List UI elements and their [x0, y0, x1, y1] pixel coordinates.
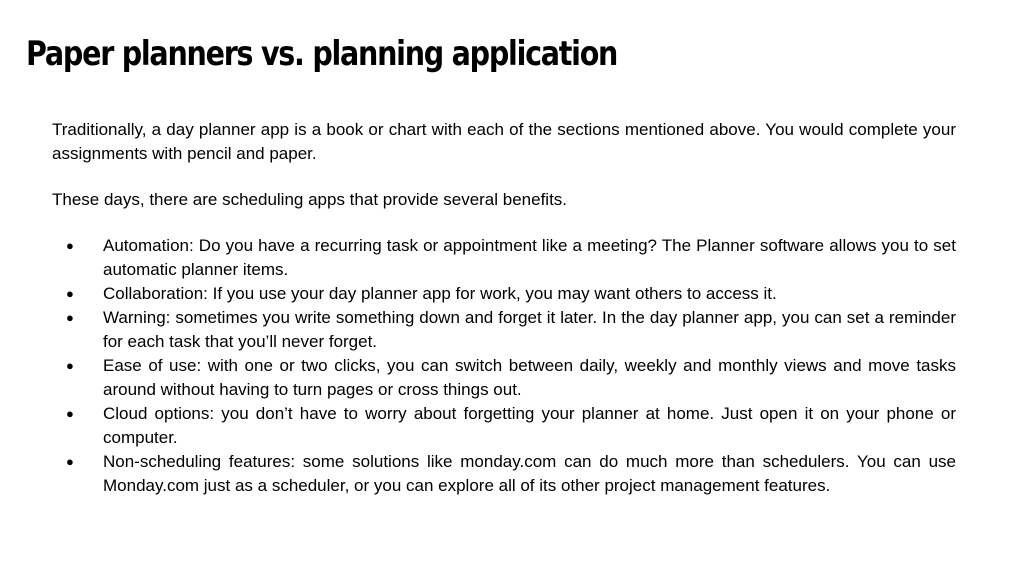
list-item-text: Cloud options: you don’t have to worry about forgetting your planner at home. Just open it on your phone or computer. [103, 404, 956, 447]
list-item-text: Ease of use: with one or two clicks, you can switch between daily, weekly and monthly views and move tasks around without having to turn pages or cross things out. [103, 356, 956, 399]
list-item-text: Collaboration: If you use your day planner app for work, you may want others to access it. [103, 284, 777, 303]
bullet-icon: ● [66, 286, 74, 301]
bullet-icon: ● [66, 406, 74, 421]
list-item-text: Warning: sometimes you write something down and forget it later. In the day planner app, you can set a reminder for each task that you’ll never forget. [103, 308, 956, 351]
spacer [52, 212, 956, 234]
bullet-icon: ● [66, 454, 74, 469]
list-item [52, 234, 956, 282]
intro-paragraph: Traditionally, a day planner app is a book or chart with each of the sections mentioned above. You would complete your assignments with pencil and paper. [52, 120, 956, 163]
slide-title: Paper planners vs. planning application [26, 34, 618, 74]
bullet-icon: ● [66, 358, 74, 373]
list-item [52, 402, 956, 450]
list-item [52, 450, 956, 498]
list-item-text: Non-scheduling features: some solutions like monday.com can do much more than schedulers. You can use Monday.com just as a scheduler, or you can explore all of its other project management features. [103, 452, 956, 495]
bullet-icon: ● [66, 238, 74, 253]
slide-body [52, 118, 956, 498]
list-item [52, 282, 956, 306]
spacer [52, 166, 956, 188]
list-item-text: Automation: Do you have a recurring task or appointment like a meeting? The Planner software allows you to set automatic planner items. [103, 236, 956, 279]
benefits-list [52, 234, 956, 498]
lead-paragraph: These days, there are scheduling apps that provide several benefits. [52, 190, 568, 209]
bullet-icon: ● [66, 310, 74, 325]
list-item [52, 306, 956, 354]
list-item [52, 354, 956, 402]
